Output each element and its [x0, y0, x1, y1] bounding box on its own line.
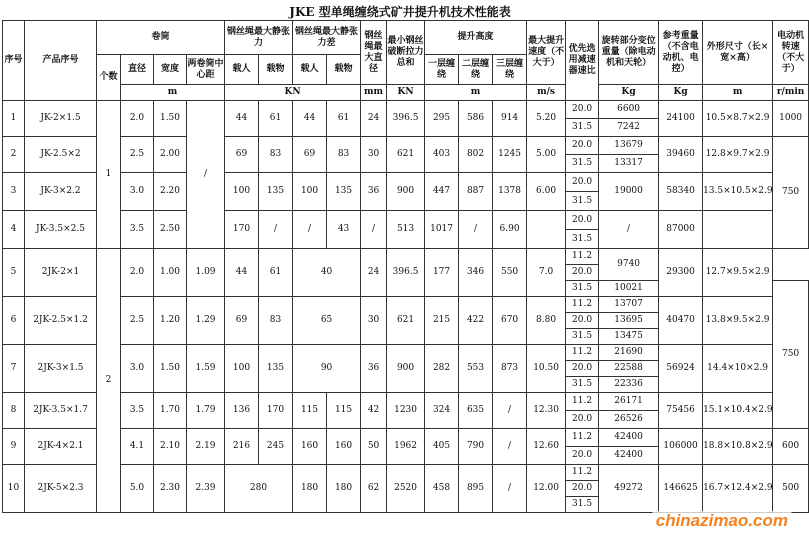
cell-diff-load: 180	[293, 465, 327, 513]
cell-break: 621	[387, 297, 425, 345]
cell-l3: 1245	[493, 137, 527, 173]
cell-l2: 790	[459, 429, 493, 465]
cell-rot: 10021	[599, 281, 659, 297]
cell-reducer: 20.0	[566, 361, 599, 377]
cell-center: 1.29	[187, 297, 225, 345]
cell-rot: 26526	[599, 411, 659, 429]
cell-center: 2.39	[187, 465, 225, 513]
cell-no: 7	[3, 345, 25, 393]
cell-reducer: 20.0	[566, 411, 599, 429]
cell-width: 1.00	[154, 249, 187, 297]
cell-l3: 873	[493, 345, 527, 393]
header-static-tension: 钢丝绳最大静张力	[225, 21, 293, 55]
cell-l1: 324	[425, 393, 459, 429]
cell-dia: 3.0	[121, 173, 154, 211]
header-layer1: 一层缠绕	[425, 55, 459, 85]
cell-reducer: 11.2	[566, 297, 599, 313]
cell-l2: 422	[459, 297, 493, 345]
cell-l1: 1017	[425, 211, 459, 249]
cell-rope: /	[361, 211, 387, 249]
cell-load-merged: 280	[225, 465, 293, 513]
cell-dims	[703, 211, 773, 249]
cell-dims: 18.8×10.8×2.9	[703, 429, 773, 465]
cell-width: 1.50	[154, 101, 187, 137]
cell-rot: 13679	[599, 137, 659, 155]
unit-m: m	[121, 85, 225, 101]
cell-width: 2.10	[154, 429, 187, 465]
cell-reducer: 11.2	[566, 249, 599, 265]
cell-dims: 13.8×9.5×2.9	[703, 297, 773, 345]
cell-ref: 58340	[659, 173, 703, 211]
cell-l3: 914	[493, 101, 527, 137]
cell-reducer: 11.2	[566, 345, 599, 361]
cell-l2: /	[459, 211, 493, 249]
watermark: chinazimao.com	[652, 511, 792, 531]
cell-product: 2JK-3×1.5	[25, 345, 97, 393]
cell-speed: 8.80	[527, 297, 566, 345]
cell-reducer: 11.2	[566, 429, 599, 447]
cell-center: 2.19	[187, 429, 225, 465]
cell-speed	[527, 211, 566, 249]
cell-rot: 13695	[599, 313, 659, 329]
cell-rope: 62	[361, 465, 387, 513]
header-max-speed: 最大提升速度（不大于）	[527, 21, 566, 85]
cell-rot: 13475	[599, 329, 659, 345]
cell-rot: 6600	[599, 101, 659, 119]
cell-rot: 13317	[599, 155, 659, 173]
cell-load: 69	[225, 137, 259, 173]
cell-reducer: 31.5	[566, 281, 599, 297]
cell-product: 2JK-2.5×1.2	[25, 297, 97, 345]
cell-motor: 500	[773, 465, 809, 513]
cell-load: 136	[225, 393, 259, 429]
cell-product: JK-3.5×2.5	[25, 211, 97, 249]
cell-reducer: 31.5	[566, 192, 599, 211]
cell-diff-load: 69	[293, 137, 327, 173]
cell-speed: 12.00	[527, 465, 566, 513]
cell-reducer: 31.5	[566, 329, 599, 345]
unit-kg2: Kg	[659, 85, 703, 101]
unit-rpm: r/min	[773, 85, 809, 101]
cell-dia: 3.5	[121, 211, 154, 249]
cell-ref: 39460	[659, 137, 703, 173]
cell-break: 2520	[387, 465, 425, 513]
header-load: 载人	[225, 55, 259, 85]
cell-dia: 5.0	[121, 465, 154, 513]
cell-reducer: 20.0	[566, 447, 599, 465]
cell-width: 2.50	[154, 211, 187, 249]
table-title: JKE 型单绳缠绕式矿井提升机技术性能表	[289, 5, 511, 19]
cell-reducer: 31.5	[566, 119, 599, 137]
cell-diff-load: 100	[293, 173, 327, 211]
header-reducer: 优先选用减速器速比	[566, 21, 599, 101]
cell-rot: 19000	[599, 173, 659, 211]
header-drum: 卷筒	[97, 21, 225, 55]
cell-speed: 5.20	[527, 101, 566, 137]
cell-product: JK-3×2.2	[25, 173, 97, 211]
cell-no: 1	[3, 101, 25, 137]
cell-rope: 42	[361, 393, 387, 429]
cell-break: 513	[387, 211, 425, 249]
header-cargo: 载物	[259, 55, 293, 85]
cell-l2: 895	[459, 465, 493, 513]
spec-table	[2, 20, 809, 513]
cell-no: 10	[3, 465, 25, 513]
header-ref-weight: 参考重量（不含电动机、电控）	[659, 21, 703, 85]
cell-load: 170	[225, 211, 259, 249]
cell-l2: 586	[459, 101, 493, 137]
unit-kn2: KN	[387, 85, 425, 101]
cell-diff-cargo: 135	[327, 173, 361, 211]
header-diff-load: 载人	[293, 55, 327, 85]
cell-dims: 10.5×8.7×2.9	[703, 101, 773, 137]
cell-reducer: 11.2	[566, 465, 599, 481]
cell-ref: 106000	[659, 429, 703, 465]
cell-diff-load: 115	[293, 393, 327, 429]
cell-ref: 75456	[659, 393, 703, 429]
cell-reducer: 20.0	[566, 481, 599, 497]
cell-width: 1.50	[154, 345, 187, 393]
header-count: 个数	[97, 55, 121, 101]
unit-kg: Kg	[599, 85, 659, 101]
header-layer2: 二层缠绕	[459, 55, 493, 85]
cell-product: JK-2×1.5	[25, 101, 97, 137]
cell-width: 1.70	[154, 393, 187, 429]
cell-l2: 635	[459, 393, 493, 429]
cell-dia: 4.1	[121, 429, 154, 465]
header-product: 产品序号	[25, 21, 97, 101]
cell-l1: 282	[425, 345, 459, 393]
cell-l1: 458	[425, 465, 459, 513]
cell-cargo: 170	[259, 393, 293, 429]
cell-motor: 600	[773, 429, 809, 465]
header-layer3: 三层缠绕	[493, 55, 527, 85]
cell-dims: 12.8×9.7×2.9	[703, 137, 773, 173]
cell-l3: /	[493, 465, 527, 513]
cell-no: 3	[3, 173, 25, 211]
cell-cargo: /	[259, 211, 293, 249]
cell-product: JK-2.5×2	[25, 137, 97, 173]
cell-no: 4	[3, 211, 25, 249]
cell-rope: 30	[361, 297, 387, 345]
cell-rot: 49272	[599, 465, 659, 513]
cell-reducer: 20.0	[566, 137, 599, 155]
cell-no: 8	[3, 393, 25, 429]
unit-ms: m/s	[527, 85, 566, 101]
cell-reducer: 20.0	[566, 101, 599, 119]
cell-diff-load: /	[293, 211, 327, 249]
cell-dia: 2.5	[121, 137, 154, 173]
cell-center: 1.79	[187, 393, 225, 429]
cell-reducer: 31.5	[566, 155, 599, 173]
cell-count-a: 1	[97, 101, 121, 249]
cell-reducer: 31.5	[566, 497, 599, 513]
cell-motor-a: 750	[773, 137, 809, 249]
cell-l3: /	[493, 429, 527, 465]
cell-rot: 21690	[599, 345, 659, 361]
cell-break: 396.5	[387, 101, 425, 137]
cell-l2: 346	[459, 249, 493, 297]
cell-load: 100	[225, 345, 259, 393]
cell-ref: 146625	[659, 465, 703, 513]
cell-cargo: 245	[259, 429, 293, 465]
header-seq: 序号	[3, 21, 25, 101]
cell-speed: 7.0	[527, 249, 566, 297]
header-motor-speed: 电动机转速（不大于）	[773, 21, 809, 85]
cell-width: 2.00	[154, 137, 187, 173]
cell-diff-load: 44	[293, 101, 327, 137]
cell-dia: 2.5	[121, 297, 154, 345]
cell-ref: 40470	[659, 297, 703, 345]
cell-dims: 13.5×10.5×2.9	[703, 173, 773, 211]
cell-no: 5	[3, 249, 25, 297]
cell-dims: 15.1×10.4×2.9	[703, 393, 773, 429]
cell-l3: 1378	[493, 173, 527, 211]
cell-reducer: 11.2	[566, 393, 599, 411]
cell-l3: 550	[493, 249, 527, 297]
cell-rot: 9740	[599, 249, 659, 281]
cell-rope: 24	[361, 249, 387, 297]
header-diff-cargo: 载物	[327, 55, 361, 85]
cell-motor: 1000	[773, 101, 809, 137]
cell-break: 900	[387, 173, 425, 211]
cell-rot: 22588	[599, 361, 659, 377]
header-diameter: 直径	[121, 55, 154, 85]
cell-rope: 36	[361, 173, 387, 211]
cell-count-b: 2	[97, 249, 121, 513]
cell-diff-merged: 90	[293, 345, 361, 393]
cell-rot: /	[599, 211, 659, 249]
cell-no: 6	[3, 297, 25, 345]
cell-ref: 29300	[659, 249, 703, 297]
cell-l2: 553	[459, 345, 493, 393]
header-lift-height: 提升高度	[425, 21, 527, 55]
unit-m2: m	[425, 85, 527, 101]
header-width: 宽度	[154, 55, 187, 85]
cell-reducer: 20.0	[566, 265, 599, 281]
cell-l3: 6.90	[493, 211, 527, 249]
cell-ref: 87000	[659, 211, 703, 249]
cell-rot: 22336	[599, 377, 659, 393]
cell-l1: 405	[425, 429, 459, 465]
cell-dims: 16.7×12.4×2.9	[703, 465, 773, 513]
cell-l1: 295	[425, 101, 459, 137]
cell-reducer: 31.5	[566, 230, 599, 249]
cell-break: 621	[387, 137, 425, 173]
cell-speed: 5.00	[527, 137, 566, 173]
cell-load: 69	[225, 297, 259, 345]
unit-kn: KN	[225, 85, 361, 101]
cell-load: 100	[225, 173, 259, 211]
cell-cargo: 61	[259, 249, 293, 297]
unit-mm: mm	[361, 85, 387, 101]
cell-diff-cargo: 43	[327, 211, 361, 249]
cell-speed: 6.00	[527, 173, 566, 211]
cell-center-a: /	[187, 101, 225, 249]
cell-diff-cargo: 61	[327, 101, 361, 137]
cell-diff-cargo: 115	[327, 393, 361, 429]
cell-l3: 670	[493, 297, 527, 345]
cell-load: 44	[225, 249, 259, 297]
header-rot-weight: 旋转部分变位重量（除电动机和天轮）	[599, 21, 659, 85]
cell-product: 2JK-2×1	[25, 249, 97, 297]
cell-no: 9	[3, 429, 25, 465]
cell-cargo: 61	[259, 101, 293, 137]
cell-motor-b: 750	[773, 281, 809, 429]
cell-diff-cargo: 160	[327, 429, 361, 465]
cell-rope: 36	[361, 345, 387, 393]
cell-product: 2JK-3.5×1.7	[25, 393, 97, 429]
header-rope-dia: 钢丝绳最大直径	[361, 21, 387, 85]
cell-product: 2JK-5×2.3	[25, 465, 97, 513]
cell-ref: 24100	[659, 101, 703, 137]
cell-width: 1.20	[154, 297, 187, 345]
cell-reducer: 20.0	[566, 173, 599, 192]
cell-break: 1962	[387, 429, 425, 465]
cell-l3: /	[493, 393, 527, 429]
cell-speed: 12.60	[527, 429, 566, 465]
cell-l1: 447	[425, 173, 459, 211]
cell-speed: 12.30	[527, 393, 566, 429]
unit-m3: m	[703, 85, 773, 101]
cell-diff-merged: 65	[293, 297, 361, 345]
cell-l1: 403	[425, 137, 459, 173]
cell-width: 2.20	[154, 173, 187, 211]
cell-diff-merged: 40	[293, 249, 361, 297]
cell-load: 216	[225, 429, 259, 465]
cell-rot: 42400	[599, 447, 659, 465]
cell-center: 1.59	[187, 345, 225, 393]
cell-diff-cargo: 83	[327, 137, 361, 173]
cell-reducer: 20.0	[566, 313, 599, 329]
cell-l2: 887	[459, 173, 493, 211]
cell-rot: 42400	[599, 429, 659, 447]
cell-product: 2JK-4×2.1	[25, 429, 97, 465]
cell-width: 2.30	[154, 465, 187, 513]
header-break-force: 最小钢丝破断拉力总和	[387, 21, 425, 85]
cell-rope: 30	[361, 137, 387, 173]
cell-no: 2	[3, 137, 25, 173]
header-tension-diff: 钢丝绳最大静张力差	[293, 21, 361, 55]
cell-l1: 215	[425, 297, 459, 345]
cell-cargo: 83	[259, 297, 293, 345]
cell-rope: 24	[361, 101, 387, 137]
cell-diff-cargo: 180	[327, 465, 361, 513]
cell-speed: 10.50	[527, 345, 566, 393]
header-dims: 外形尺寸（长×宽×高）	[703, 21, 773, 85]
cell-cargo: 135	[259, 173, 293, 211]
cell-rot: 13707	[599, 297, 659, 313]
cell-ref: 56924	[659, 345, 703, 393]
cell-dia: 2.0	[121, 101, 154, 137]
cell-load: 44	[225, 101, 259, 137]
header-center: 两卷筒中心距	[187, 55, 225, 85]
cell-break: 396.5	[387, 249, 425, 297]
cell-break: 1230	[387, 393, 425, 429]
cell-l1: 177	[425, 249, 459, 297]
cell-dia: 2.0	[121, 249, 154, 297]
cell-cargo: 83	[259, 137, 293, 173]
cell-dims: 14.4×10×2.9	[703, 345, 773, 393]
cell-dims: 12.7×9.5×2.9	[703, 249, 773, 297]
cell-rot: 7242	[599, 119, 659, 137]
cell-break: 900	[387, 345, 425, 393]
cell-reducer: 31.5	[566, 377, 599, 393]
cell-dia: 3.0	[121, 345, 154, 393]
cell-l2: 802	[459, 137, 493, 173]
cell-rot: 26171	[599, 393, 659, 411]
cell-dia: 3.5	[121, 393, 154, 429]
cell-center: 1.09	[187, 249, 225, 297]
cell-reducer: 20.0	[566, 211, 599, 230]
cell-cargo: 135	[259, 345, 293, 393]
cell-diff-load: 160	[293, 429, 327, 465]
cell-rope: 50	[361, 429, 387, 465]
